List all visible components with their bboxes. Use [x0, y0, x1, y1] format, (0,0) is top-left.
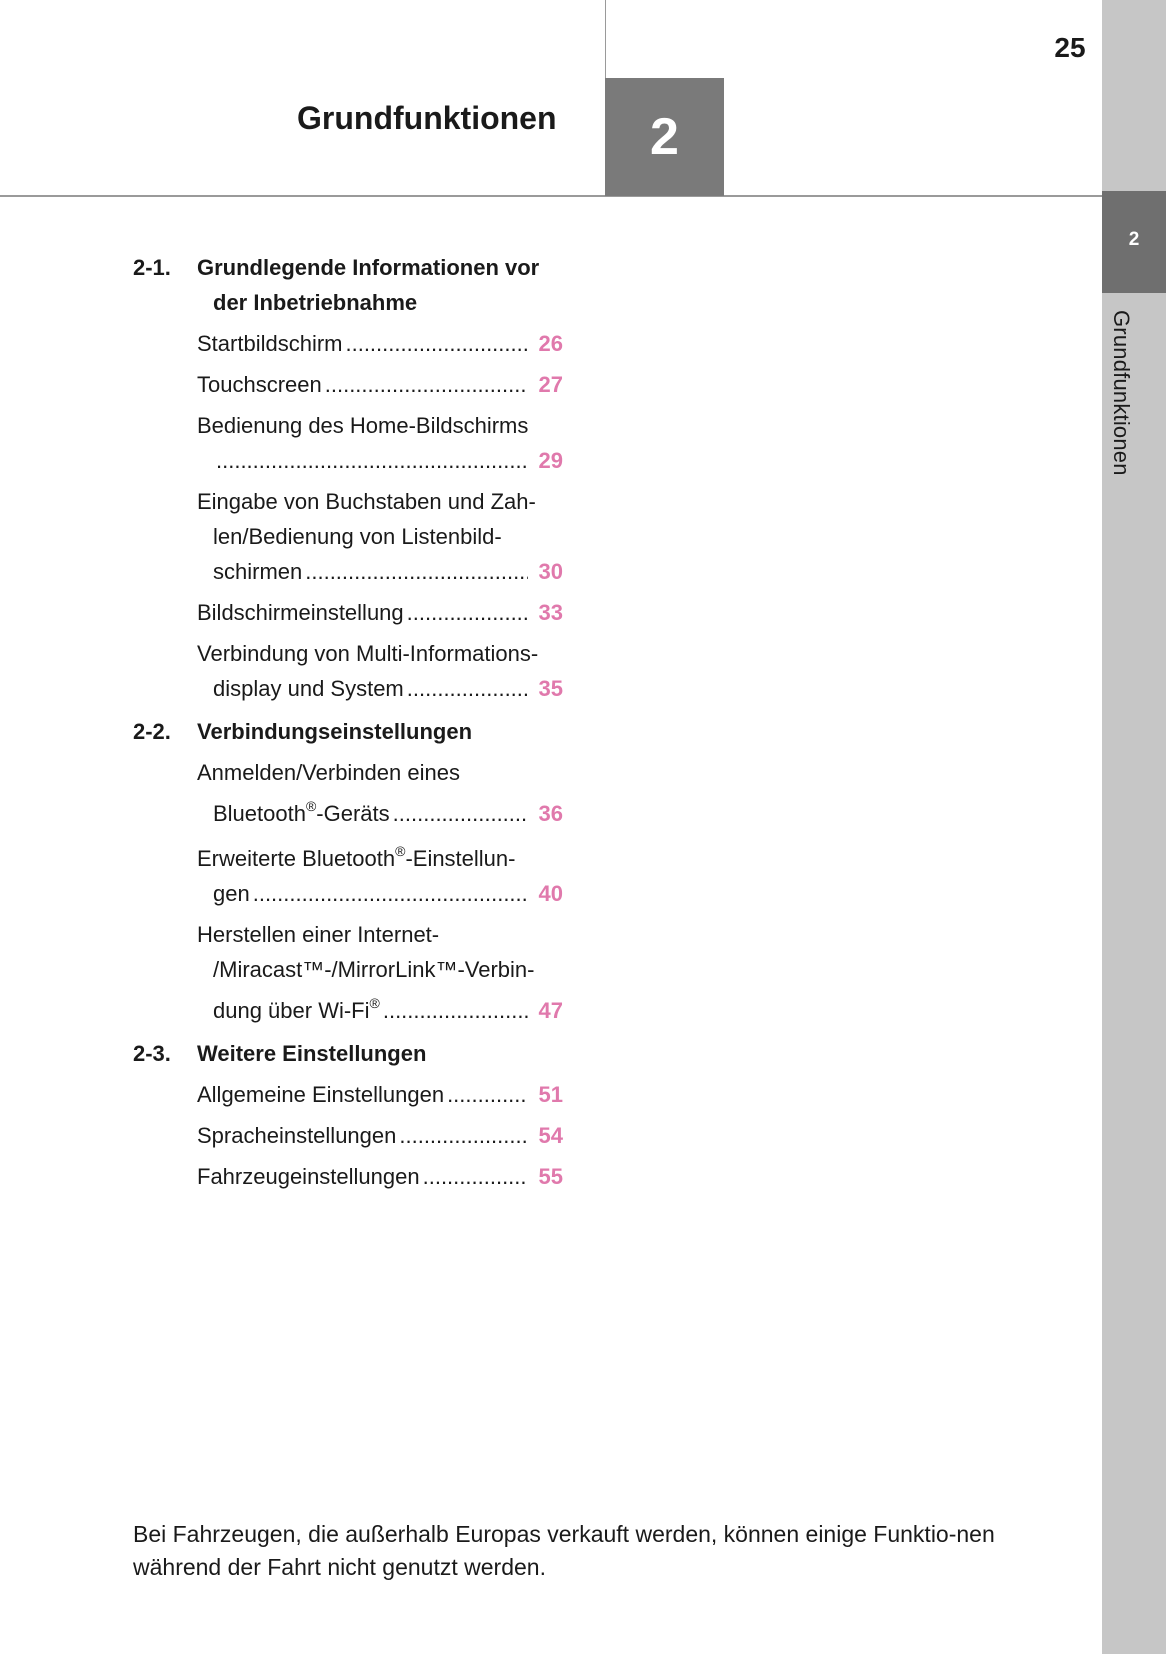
page-link[interactable]: 35	[538, 676, 563, 701]
entry-title-cont: gen	[213, 881, 250, 906]
toc-section-2-1	[133, 250, 563, 706]
toc-entry-touchscreen[interactable]	[133, 367, 563, 402]
side-chapter-label: Grundfunktionen	[1109, 310, 1134, 476]
section-number: 2-2.	[133, 719, 171, 744]
leader-dots	[345, 326, 528, 361]
chapter-title: Grundfunktionen	[297, 100, 557, 136]
leader-dots	[407, 671, 528, 706]
toc-entry-eingabe[interactable]	[133, 484, 563, 589]
page-link[interactable]: 40	[538, 881, 563, 906]
section-heading[interactable]	[133, 1036, 563, 1071]
toc-entry-bluetooth-geraet[interactable]	[133, 755, 563, 831]
section-title-line: der Inbetriebnahme	[213, 290, 418, 315]
entry-title: Eingabe von Buchstaben und Zah-	[197, 489, 536, 514]
entry-title-cont: display und System	[213, 676, 404, 701]
toc-section-2-3	[133, 1036, 563, 1194]
page-link[interactable]: 55	[538, 1164, 563, 1189]
toc-entry-fahrzeug[interactable]	[133, 1159, 563, 1194]
section-title-line: Verbindungseinstellungen	[197, 719, 473, 744]
entry-title-cont: len/Bedienung von Listenbild-	[213, 524, 502, 549]
page-link[interactable]: 51	[538, 1082, 563, 1107]
toc-entry-allgemeine[interactable]	[133, 1077, 563, 1112]
toc-entry-bluetooth-einstellungen[interactable]	[133, 841, 563, 911]
section-title-line: Weitere Einstellungen	[197, 1041, 427, 1066]
section-heading[interactable]	[133, 250, 563, 320]
leader-dots	[399, 1118, 528, 1153]
entry-title: Herstellen einer Internet-	[197, 922, 440, 947]
entry-title: Spracheinstellungen	[197, 1123, 397, 1148]
leader-dots	[216, 443, 528, 478]
leader-dots	[253, 876, 528, 911]
entry-title: Erweiterte Bluetooth®-Einstellun-	[197, 843, 516, 871]
side-chapter-tab[interactable]: 2	[1102, 191, 1166, 293]
entry-title-cont: /Miracast™-/MirrorLink™-Verbin-	[213, 957, 535, 982]
page-link[interactable]: 47	[538, 998, 563, 1023]
entry-title: Fahrzeugeinstellungen	[197, 1164, 420, 1189]
page-number: 25	[1054, 32, 1086, 63]
toc-entry-startbildschirm[interactable]	[133, 326, 563, 361]
footer-note: Bei Fahrzeugen, die außerhalb Europas verkauft werden, können einige Funktio-nen während der Fahrt nicht genutzt werden.	[133, 1521, 995, 1580]
toc-entry-multi-info[interactable]	[133, 636, 563, 706]
registered-mark: ®	[305, 798, 317, 814]
toc-entry-home-bildschirm[interactable]	[133, 408, 563, 478]
entry-title-cont: Bluetooth®-Geräts	[213, 798, 390, 826]
leader-dots	[447, 1077, 528, 1112]
header-divider-vertical	[605, 0, 606, 78]
page-link[interactable]: 33	[538, 600, 563, 625]
toc-entry-internet-wifi[interactable]	[133, 917, 563, 1028]
entry-title-cont: schirmen	[213, 559, 303, 584]
leader-dots	[325, 367, 528, 402]
entry-title: Allgemeine Einstellungen	[197, 1082, 445, 1107]
leader-dots	[423, 1159, 528, 1194]
page-link[interactable]: 26	[538, 331, 563, 356]
table-of-contents	[133, 250, 563, 1194]
entry-title-cont: dung über Wi-Fi®	[213, 995, 380, 1023]
chapter-number-box: 2	[605, 78, 724, 196]
leader-dots	[383, 993, 528, 1028]
section-number: 2-1.	[133, 255, 171, 280]
page-link[interactable]: 54	[538, 1123, 563, 1148]
entry-title: Bedienung des Home-Bildschirms	[197, 413, 529, 438]
section-number: 2-3.	[133, 1041, 171, 1066]
toc-entry-bildschirmeinstellung[interactable]	[133, 595, 563, 630]
entry-title: Touchscreen	[197, 372, 322, 397]
toc-section-2-2	[133, 714, 563, 1028]
page-link[interactable]: 30	[538, 559, 563, 584]
header-divider-horizontal	[0, 195, 1102, 197]
registered-mark: ®	[369, 995, 380, 1011]
page-link[interactable]: 36	[538, 801, 563, 826]
section-heading[interactable]	[133, 714, 563, 749]
entry-title: Bildschirmeinstellung	[197, 600, 404, 625]
page-link[interactable]: 27	[538, 372, 563, 397]
entry-title: Verbindung von Multi-Informations-	[197, 641, 539, 666]
leader-dots	[305, 554, 528, 589]
registered-mark: ®	[395, 843, 406, 859]
page-link[interactable]: 29	[538, 448, 563, 473]
leader-dots	[407, 595, 528, 630]
entry-title: Anmelden/Verbinden eines	[197, 760, 460, 785]
toc-entry-sprache[interactable]	[133, 1118, 563, 1153]
section-title-line: Grundlegende Informationen vor	[197, 255, 540, 280]
leader-dots	[393, 796, 528, 831]
entry-title: Startbildschirm	[197, 331, 343, 356]
